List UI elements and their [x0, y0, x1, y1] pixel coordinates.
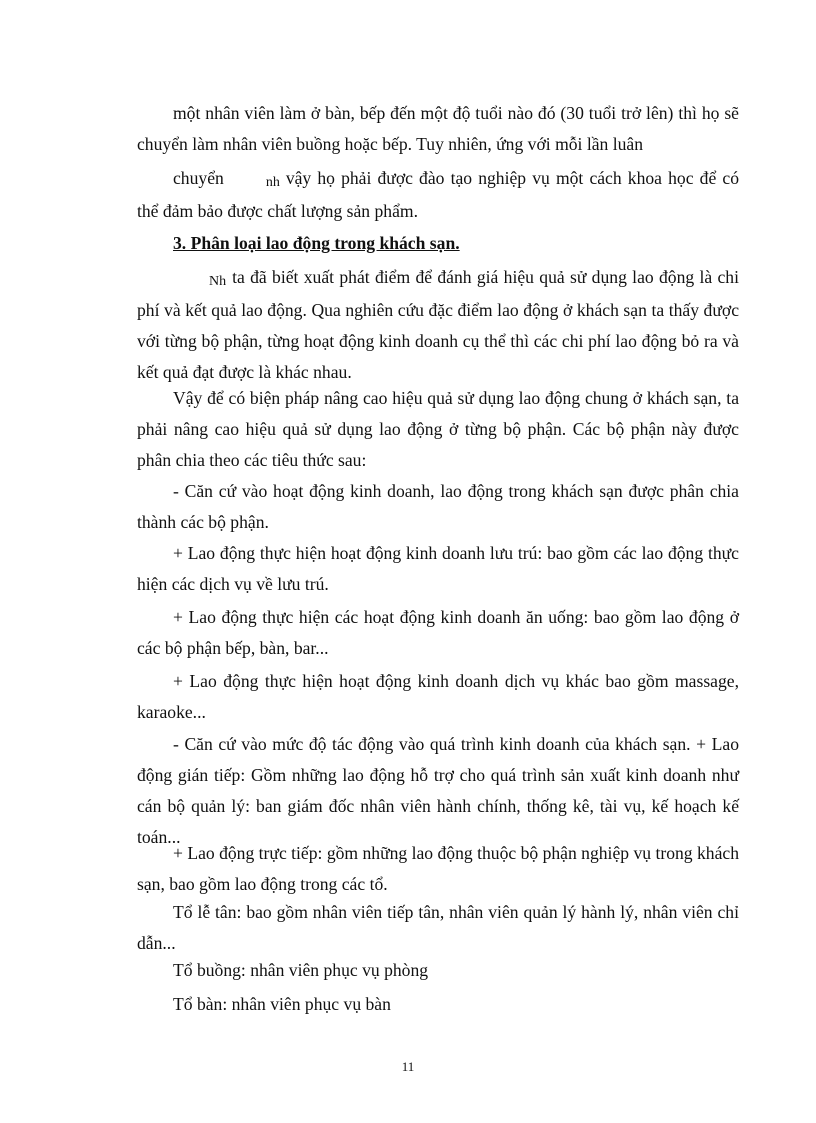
list-item-food-beverage: + Lao động thực hiện các hoạt động kinh doanh ăn uống: bao gồm lao động ở các bộ phận bếp, bàn, bar... — [137, 607, 739, 658]
paragraph-continuation: một nhân viên làm ở bàn, bếp đến một độ tuổi nào đó (30 tuổi trở lên) thì họ sẽ chuyển làm nhân viên buồng hoặc bếp. Tuy nhiên, ứng với mỗi lần luân — [137, 103, 739, 154]
paragraph-reception-team: Tổ lễ tân: bao gồm nhân viên tiếp tân, nhân viên quản lý hành lý, nhân viên chỉ dẫn... — [137, 902, 739, 953]
list-item-other-services: + Lao động thực hiện hoạt động kinh doanh dịch vụ khác bao gồm massage, karaoke... — [137, 671, 739, 722]
paragraph-training-rest: vậy họ phải được đào tạo nghiệp vụ một cách khoa học để có thể đảm bảo được chất lượng sản phẩm. — [137, 168, 739, 221]
list-item-direct-labor: + Lao động trực tiếp: gồm những lao động thuộc bộ phận nghiệp vụ trong khách sạn, bao gồm lao động trong các tổ. — [137, 843, 739, 894]
paragraph-criterion-business: - Căn cứ vào hoạt động kinh doanh, lao động trong khách sạn được phân chia thành các bộ phận. — [137, 481, 739, 532]
paragraph-intro — [137, 262, 739, 388]
paragraph-restaurant-team: Tổ bàn: nhân viên phục vụ bàn — [173, 994, 391, 1014]
paragraph-criterion-impact: - Căn cứ vào mức độ tác động vào quá trình kinh doanh của khách sạn. + Lao động gián tiếp: Gồm những lao động hỗ trợ cho quá trình sản xuất kinh doanh như cán bộ quản lý: ban giám đốc nhân viên hành chính, thống kê, tài vụ, kế hoạch kế toán... — [137, 734, 739, 847]
abbreviation-nh-start: Nh — [209, 274, 227, 289]
list-item-accommodation: + Lao động thực hiện hoạt động kinh doanh lưu trú: bao gồm các lao động thực hiện các dịch vụ về lưu trú. — [137, 543, 739, 594]
paragraph-measures: Vậy để có biện pháp nâng cao hiệu quả sử dụng lao động chung ở khách sạn, ta phải nâng cao hiệu quả sử dụng lao động ở từng bộ phận. Các bộ phận này được phân chia theo các tiêu thức sau: — [137, 388, 739, 470]
paragraph-housekeeping-team: Tổ buồng: nhân viên phục vụ phòng — [173, 960, 429, 980]
paragraph-training-start: chuyển — [173, 168, 224, 188]
page-number: 11 — [401, 1059, 415, 1074]
paragraph-training — [137, 163, 739, 227]
section-heading: 3. Phân loại lao động trong khách sạn. — [173, 233, 460, 253]
abbreviation-nh: nh — [265, 175, 280, 190]
paragraph-intro-rest: ta đã biết xuất phát điểm để đánh giá hiệu quả sử dụng lao động là chi phí và kết quả lao động. Qua nghiên cứu đặc điểm lao động ở khách sạn ta thấy được với từng bộ phận, từng hoạt động kinh doanh cụ thể thì các chi phí lao động bỏ ra và kết quả đạt được là khác nhau. — [137, 267, 739, 382]
